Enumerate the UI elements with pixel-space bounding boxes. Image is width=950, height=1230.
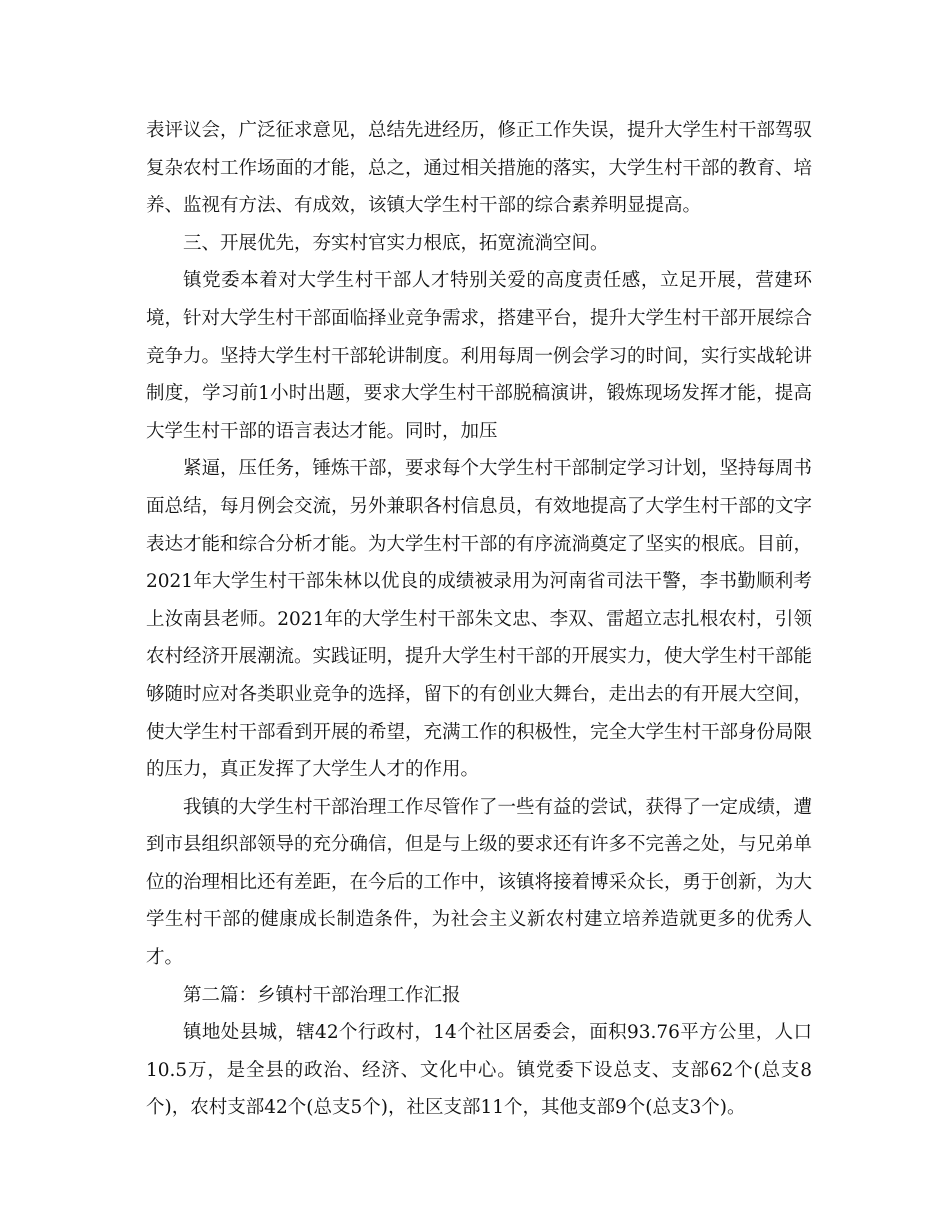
paragraph-1: 表评议会，广泛征求意见，总结先进经历，修正工作失误，提升大学生村干部驾驭复杂农村工作场面的才能，总之，通过相关措施的落实，大学生村干部的教育、培养、监视有方法、有成效，该镇大学生村干部的综合素养明显提高。 xyxy=(146,120,813,217)
paragraph-3: 紧逼，压任务，锤炼干部，要求每个大学生村干部制定学习计划，坚持每周书面总结，每月例会交流，另外兼职各村信息员，有效地提高了大学生村干部的文字表达才能和综合分析才能。为大学生村干部的有序流淌奠定了坚实的根底。目前，2021年大学生村干部朱林以优良的成绩被录用为河南省司法干警，李书勤顺利考上汝南县老师。2021年的大学生村干部朱文忠、李双、雷超立志扎根农村，引领农村经济开展潮流。实践证明，提升大学生村干部的开展实力，使大学生村干部能够随时应对各类职业竞争的选择，留下的有创业大舞台，走出去的有开展大空间，使大学生村干部看到开展的希望，充满工作的积极性，完全大学生村干部身份局限的压力，真正发挥了大学生人才的作用。 xyxy=(146,458,813,781)
chapter-2-title: 第二篇：乡镇村干部治理工作汇报 xyxy=(183,984,461,1006)
paragraph-2: 镇党委本着对大学生村干部人才特别关爱的高度责任感，立足开展，营建环境，针对大学生村干部面临择业竞争需求，搭建平台，提升大学生村干部开展综合竞争力。坚持大学生村干部轮讲制度。利用每周一例会学习的时间，实行实战轮讲制度，学习前1小时出题，要求大学生村干部脱稿演讲，锻炼现场发挥才能，提高大学生村干部的语言表达才能。同时，加压 xyxy=(146,270,813,442)
paragraph-4: 我镇的大学生村干部治理工作尽管作了一些有益的尝试，获得了一定成绩，遭到市县组织部领导的充分确信，但是与上级的要求还有许多不完善之处，与兄弟单位的治理相比还有差距，在今后的工作中，该镇将接着博采众长，勇于创新，为大学生村干部的健康成长制造条件，为社会主义新农村建立培养造就更多的优秀人才。 xyxy=(146,796,813,969)
section-heading-3: 三、开展优先，夯实村官实力根底，拓宽流淌空间。 xyxy=(183,232,609,254)
paragraph-5: 镇地处县城，辖42个行政村，14个社区居委会，面积93.76平方公里，人口10.5万，是全县的政治、经济、文化中心。镇党委下设总支、支部62个(总支8个)，农村支部42个(总支5个)，社区支部11个，其他支部9个(总支3个)。 xyxy=(146,1022,812,1119)
document-body xyxy=(146,112,812,1127)
